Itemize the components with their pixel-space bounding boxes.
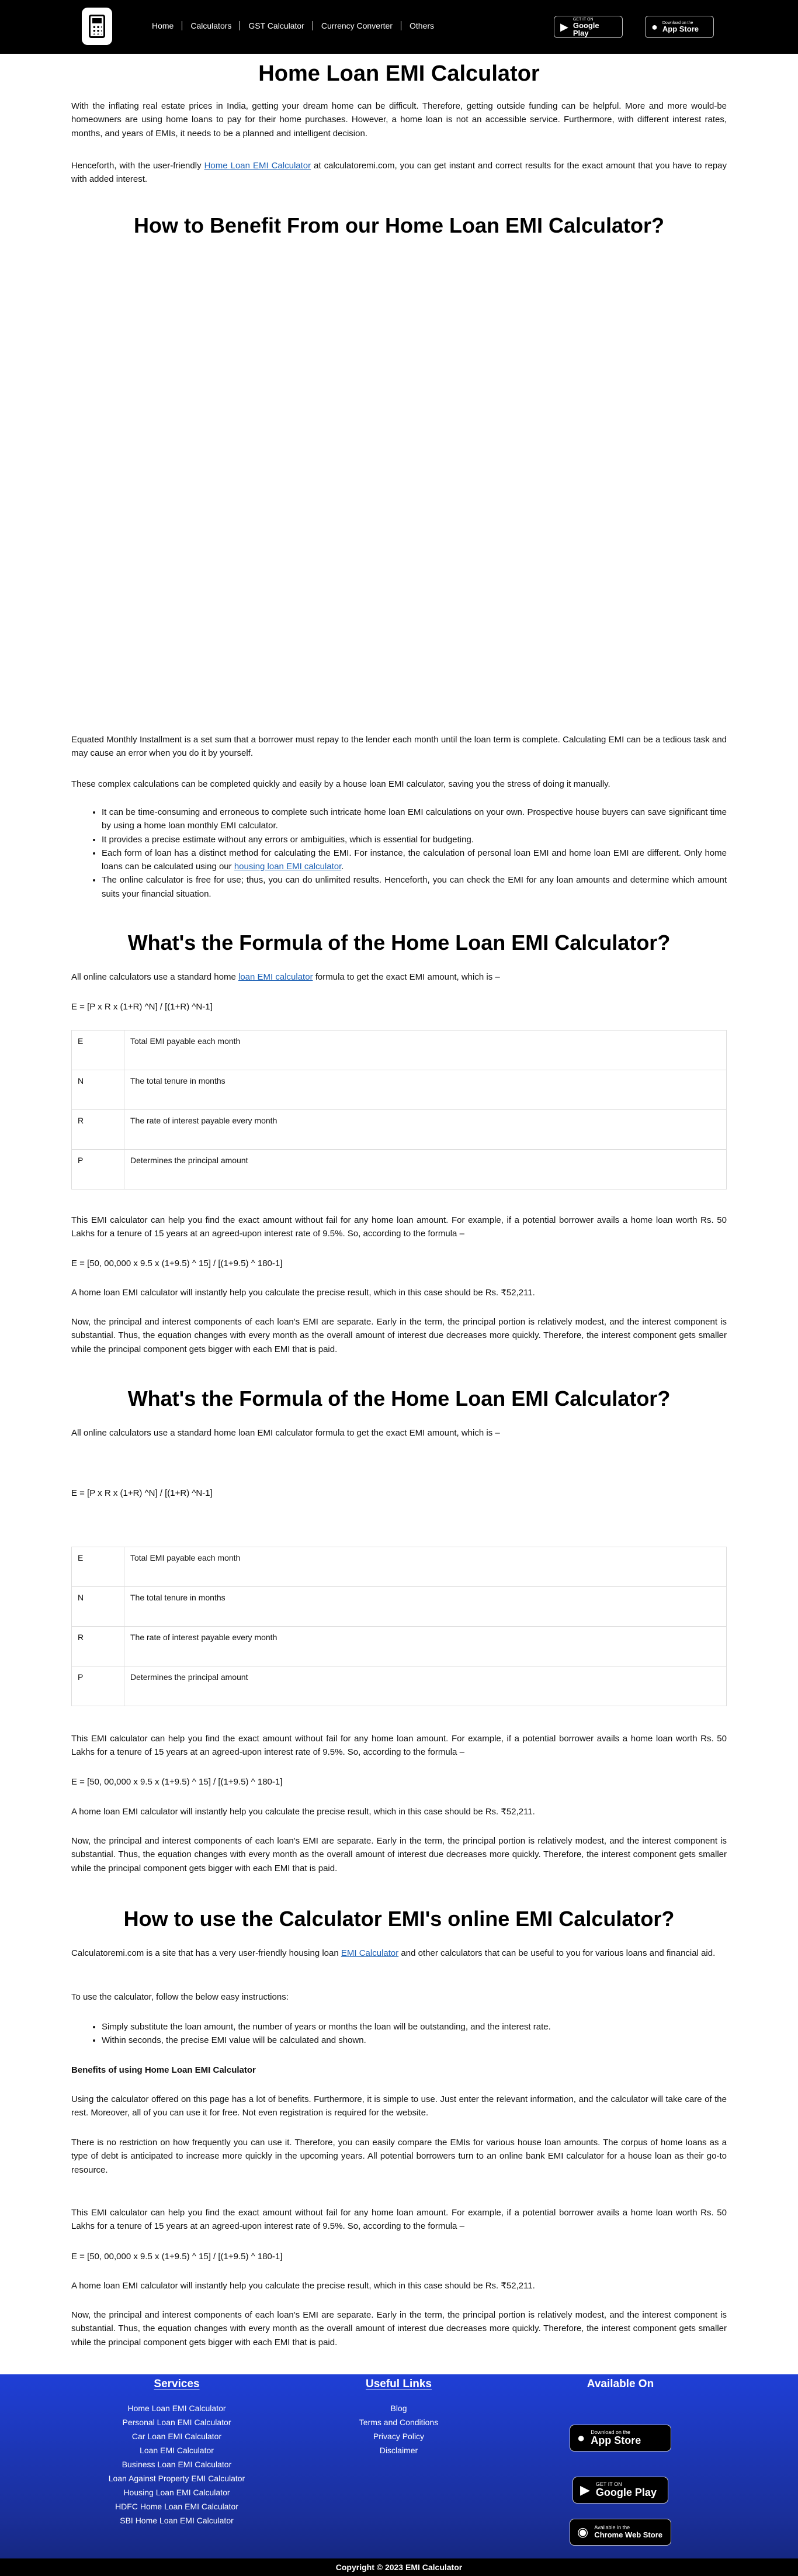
intro-paragraph-2 [71, 159, 727, 186]
list-text: . [341, 862, 344, 872]
list-item: • It can be time-consuming and erroneous to complete such intricate home loan EMI calculations on your own. Prospective house buyers can save significant time by using a home loan monthly EMI calculator. [102, 805, 727, 833]
benefit-paragraph: These complex calculations can be completed quickly and easily by a house loan EMI calculator, saving you the stress of doing it manually. [71, 779, 610, 789]
main-nav [144, 21, 442, 30]
table-key: E [72, 1031, 124, 1070]
footer-useful-links [339, 2378, 459, 2457]
example-paragraph: This EMI calculator can help you find the exact amount without fail for any home loan amount. For example, if a potential borrower avails a home loan worth Rs. 50 Lakhs for a tenure of 15 years at an agreed-upon interest rate of 9.5%. So, according to the formula – [71, 1215, 727, 1239]
table-row [72, 1547, 727, 1587]
site-footer [0, 2374, 798, 2576]
table-row [72, 1110, 727, 1150]
home-loan-emi-calculator-link[interactable]: Home Loan EMI Calculator [204, 161, 311, 171]
table-row [72, 1627, 727, 1666]
emi-calculator-link[interactable]: EMI Calculator [341, 1948, 399, 1958]
benefit-paragraph: Equated Monthly Installment is a set sum that a borrower must repay to the lender each month until the loan term is complete. Calculating EMI can be a tedious task and may cause an error when you do it by yourself. [71, 735, 727, 759]
apple-icon: ● [651, 20, 658, 33]
footer-link[interactable]: Terms and Conditions [359, 2418, 439, 2427]
example-paragraph: This EMI calculator can help you find the exact amount without fail for any home loan amount. For example, if a potential borrower avails a home loan worth Rs. 50 Lakhs for a tenure of 15 years at an agreed-upon interest rate of 9.5%. So, according to the formula – [71, 1734, 727, 1758]
list-item: • Simply substitute the loan amount, the number of years or months the loan will be outstanding, and the interest rate. [102, 2020, 727, 2034]
housing-loan-emi-calculator-link[interactable]: housing loan EMI calculator [234, 862, 342, 872]
footer-link[interactable]: Personal Loan EMI Calculator [122, 2418, 231, 2427]
nav-home[interactable]: Home [152, 21, 174, 30]
table-value: The total tenure in months [124, 1587, 727, 1627]
table-row [72, 1031, 727, 1070]
emi-formula: E = [P x R x (1+R) ^N] / [(1+R) ^N-1] [71, 1002, 213, 1012]
benefit-heading: How to Benefit From our Home Loan EMI Calculator? [133, 213, 665, 237]
footer-available-on [562, 2378, 679, 2401]
table-key: E [72, 1547, 124, 1587]
page-title: Home Loan EMI Calculator [258, 61, 540, 86]
footer-link[interactable]: Blog [390, 2404, 407, 2413]
footer-available-title: Available On [587, 2378, 654, 2390]
footer-app-store-button[interactable] [570, 2425, 671, 2451]
formula-variables-table [71, 1030, 727, 1190]
formula-intro-text: formula to get the exact EMI amount, which is – [313, 972, 500, 982]
example-result: A home loan EMI calculator will instantly help you calculate the precise result, which in this case should be Rs. ₹52,211. [71, 2281, 535, 2291]
footer-google-play-button[interactable] [573, 2477, 668, 2504]
table-key: R [72, 1110, 124, 1150]
google-play-small: GET IT ON [573, 17, 594, 22]
copyright: Copyright © 2023 EMI Calculator [0, 2558, 798, 2576]
table-key: P [72, 1666, 124, 1706]
table-row [72, 1070, 727, 1110]
list-text: Each form of loan has a distinct method for calculating the EMI. For instance, the calculation of personal loan EMI and home loan EMI are different. Only home loans can be calculated using our [102, 848, 727, 872]
howto-instructions-intro: To use the calculator, follow the below easy instructions: [71, 1992, 289, 2002]
benefits-paragraph: Using the calculator offered on this page has a lot of benefits. Furthermore, it is simple to use. Just enter the relevant information, and the calculator will take care of the rest. Moreover, all of you can use it for free. Not even registration is required for the website. [71, 2094, 727, 2118]
footer-chrome-label: Chrome Web Store [594, 2530, 662, 2539]
table-key: N [72, 1587, 124, 1627]
howto-heading: How to use the Calculator EMI's online EMI Calculator? [123, 1907, 675, 1931]
apple-icon: ● [577, 2430, 585, 2445]
table-value: Total EMI payable each month [124, 1031, 727, 1070]
top-navbar [0, 0, 798, 54]
chrome-icon: ◉ [577, 2525, 589, 2539]
howto-paragraph [71, 1946, 727, 1960]
footer-app-store-label: App Store [591, 2435, 641, 2447]
footer-chrome-small: Available in the [594, 2525, 630, 2531]
footer-link[interactable]: Disclaimer [379, 2446, 418, 2455]
howto-list [71, 2020, 727, 2048]
footer-app-store-small: Download on the [591, 2429, 630, 2435]
benefits-paragraph-2: There is no restriction on how frequently you can use it. Therefore, you can easily compare the EMIs for various house loan amounts. The corpus of home loans as a type of debt is anticipated to increase more quickly in the upcoming years. All potential borrowers turn to an online bank EMI calculator for a house loan as their go-to resource. [71, 2138, 727, 2175]
howto-text: and other calculators that can be useful to you for various loans and financial aid. [398, 1948, 716, 1958]
table-value: The rate of interest payable every month [124, 1110, 727, 1150]
formula-intro-text: All online calculators use a standard home [71, 972, 238, 982]
footer-useful-title: Useful Links [366, 2378, 432, 2390]
table-key: N [72, 1070, 124, 1110]
example-paragraph-2: Now, the principal and interest components of each loan's EMI are separate. Early in the term, the principal portion is relatively modest, and the interest component is substantial. Thus, the equation changes with every month as the overall amount of interest due decreases more quickly. Therefore, the interest component gets smaller while the principal component gets bigger with each EMI that is paid. [71, 1836, 727, 1873]
table-value: Determines the principal amount [124, 1150, 727, 1190]
table-row [72, 1666, 727, 1706]
example-paragraph-2: Now, the principal and interest components of each loan's EMI are separate. Early in the term, the principal portion is relatively modest, and the interest component is substantial. Thus, the equation changes with every month as the overall amount of interest due decreases more quickly. Therefore, the interest component gets smaller while the principal component gets bigger with each EMI that is paid. [71, 2310, 727, 2347]
footer-link[interactable]: SBI Home Loan EMI Calculator [120, 2516, 234, 2525]
table-value: The rate of interest payable every month [124, 1627, 727, 1666]
footer-link[interactable]: Privacy Policy [373, 2432, 425, 2441]
footer-services [93, 2378, 260, 2527]
app-store-label: App Store [662, 25, 699, 33]
table-value: Total EMI payable each month [124, 1547, 727, 1587]
table-row [72, 1587, 727, 1627]
nav-gst-calculator[interactable]: GST Calculator [248, 21, 304, 30]
example-paragraph: This EMI calculator can help you find the exact amount without fail for any home loan amount. For example, if a potential borrower avails a home loan worth Rs. 50 Lakhs for a tenure of 15 years at an agreed-upon interest rate of 9.5%. So, according to the formula – [71, 2208, 727, 2232]
table-key: P [72, 1150, 124, 1190]
formula-heading-2: What's the Formula of the Home Loan EMI Calculator? [127, 1386, 671, 1410]
formula-intro [71, 970, 727, 984]
footer-link[interactable]: Business Loan EMI Calculator [122, 2460, 232, 2469]
footer-link[interactable]: Car Loan EMI Calculator [131, 2432, 222, 2441]
footer-google-play-label: Google Play [595, 2487, 657, 2499]
footer-link[interactable]: Housing Loan EMI Calculator [123, 2488, 230, 2497]
list-item: • It provides a precise estimate without any errors or ambiguities, which is essential for budgeting. [102, 833, 727, 846]
footer-link[interactable]: Home Loan EMI Calculator [127, 2404, 226, 2413]
table-value: The total tenure in months [124, 1070, 727, 1110]
intro-text: Henceforth, with the user-friendly [71, 161, 204, 171]
list-item: • The online calculator is free for use; thus, you can do unlimited results. Henceforth, you can check the EMI for any loan amounts and determine which amount suits your financial situation. [102, 873, 727, 901]
google-play-label: Google Play [573, 20, 599, 37]
table-value: Determines the principal amount [124, 1666, 727, 1706]
formula-intro-2: All online calculators use a standard home loan EMI calculator formula to get the exact EMI amount, which is – [71, 1428, 500, 1438]
table-key: R [72, 1627, 124, 1666]
nav-others[interactable]: Others [410, 21, 435, 30]
example-paragraph-2: Now, the principal and interest components of each loan's EMI are separate. Early in the term, the principal portion is relatively modest, and the interest component is substantial. Thus, the equation changes with every month as the overall amount of interest due decreases more quickly. Therefore, the interest component gets smaller while the principal component gets bigger with each EMI that is paid. [71, 1317, 727, 1354]
example-formula: E = [50, 00,000 x 9.5 x (1+9.5) ^ 15] / [(1+9.5) ^ 180-1] [71, 2252, 283, 2262]
nav-currency-converter[interactable]: Currency Converter [321, 21, 393, 30]
intro-text: at calculatoremi.com, you can get instant and correct results for the exact amount that you have to repay with added interest. [71, 161, 727, 185]
list-item: • Within seconds, the precise EMI value will be calculated and shown. [102, 2034, 727, 2047]
footer-link[interactable]: Loan Against Property EMI Calculator [108, 2474, 245, 2483]
footer-link[interactable]: Loan EMI Calculator [140, 2446, 214, 2455]
nav-calculators[interactable]: Calculators [190, 21, 232, 30]
footer-services-title: Services [154, 2378, 200, 2390]
app-store-small: Download on the [662, 21, 693, 25]
loan-emi-calculator-link[interactable]: loan EMI calculator [238, 972, 313, 982]
site-logo[interactable] [82, 8, 112, 45]
app-store-button[interactable] [645, 16, 714, 38]
benefit-list [71, 805, 727, 901]
emi-formula-2: E = [P x R x (1+R) ^N] / [(1+R) ^N-1] [71, 1488, 213, 1498]
calculator-icon [89, 15, 105, 38]
list-item [102, 846, 727, 874]
intro-paragraph: With the inflating real estate prices in India, getting your dream home can be difficult. Therefore, getting outside funding can be helpful. More and more would-be homeowners are using home loans to pay for their home purchases. However, a home loan is not an accessible service. Furthermore, with different interest rates, months, and years of EMIs, it needs to be a planned and intelligent decision. [71, 101, 727, 139]
table-row [72, 1150, 727, 1190]
example-formula: E = [50, 00,000 x 9.5 x (1+9.5) ^ 15] / [(1+9.5) ^ 180-1] [71, 1777, 283, 1787]
formula-heading: What's the Formula of the Home Loan EMI Calculator? [127, 931, 671, 955]
formula-variables-table-2 [71, 1547, 727, 1706]
benefits-subtitle: Benefits of using Home Loan EMI Calculator [71, 2065, 256, 2075]
example-result: A home loan EMI calculator will instantly help you calculate the precise result, which in this case should be Rs. ₹52,211. [71, 1288, 535, 1298]
footer-link[interactable]: HDFC Home Loan EMI Calculator [115, 2502, 238, 2511]
howto-text: Calculatoremi.com is a site that has a very user-friendly housing loan [71, 1948, 341, 1958]
footer-chrome-store-button[interactable] [570, 2519, 671, 2546]
example-result: A home loan EMI calculator will instantly help you calculate the precise result, which in this case should be Rs. ₹52,211. [71, 1807, 535, 1817]
google-play-icon: ▶ [560, 20, 568, 33]
google-play-button[interactable] [554, 16, 623, 38]
google-play-icon: ▶ [580, 2482, 590, 2497]
footer-google-play-small: GET IT ON [595, 2481, 622, 2487]
example-formula: E = [50, 00,000 x 9.5 x (1+9.5) ^ 15] / [(1+9.5) ^ 180-1] [71, 1258, 283, 1268]
